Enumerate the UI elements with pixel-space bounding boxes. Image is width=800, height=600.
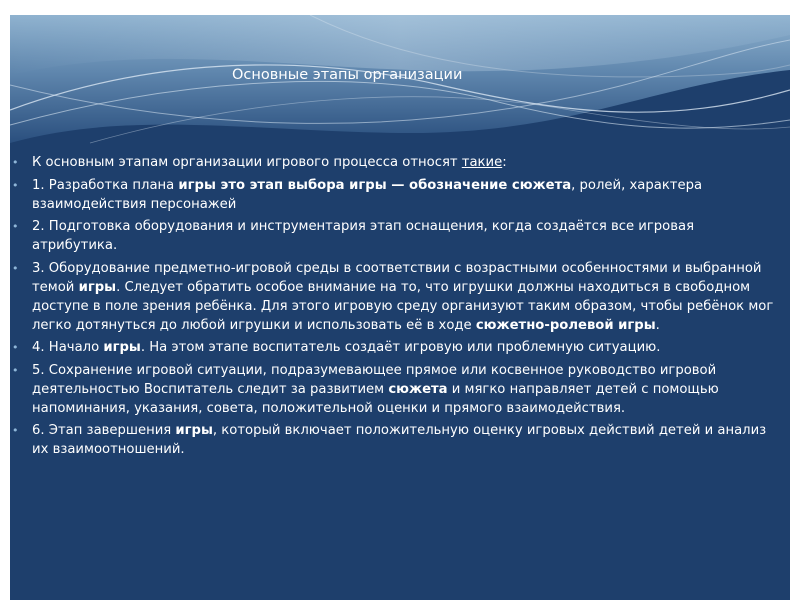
emphasis-text: игры это этап выбора игры — обозначение сюжета [178, 177, 572, 193]
bullet-text [32, 363, 719, 416]
slide-title: Основные этапы организации [232, 67, 463, 83]
bullet-item [10, 361, 790, 418]
text-segment: . Следует обратить особое внимание на то, что игрушки должны находиться в свободном доступе в поле зрения ребёнка. Для этого игровую среду организуют таким образом, чтобы ребёнок мог легко дотянуться до любой игрушки и использовать её в ходе [32, 279, 774, 333]
text-segment: 6. Этап завершения [32, 423, 176, 438]
emphasis-text: игры [175, 423, 213, 438]
text-segment: . На этом этапе воспитатель создаёт игровую или проблемную ситуацию. [140, 340, 661, 355]
text-segment: 4. Начало [32, 340, 104, 355]
bullet-text [32, 219, 694, 253]
emphasis-text: игры [78, 279, 117, 295]
slide [10, 15, 790, 600]
bullet-marker-icon: • [12, 341, 19, 354]
text-segment: К основным этапам организации игрового процесса относят [32, 155, 462, 170]
bullet-item [10, 176, 790, 214]
bullet-text [32, 340, 660, 355]
bullet-item [10, 217, 790, 255]
text-segment: , который включает положительную оценку игровых действий детей и анализ их взаимоотношений. [32, 423, 767, 457]
bullet-marker-icon: • [12, 363, 19, 377]
bullet-text [32, 261, 773, 333]
text-segment: , ролей, характера взаимодействия персонажей [32, 177, 703, 212]
text-segment: 1. Разработка плана [32, 177, 179, 193]
bullet-text [32, 178, 702, 212]
bullet-marker-icon: • [12, 424, 19, 437]
bullet-marker-icon: • [12, 261, 19, 275]
bullet-item [10, 338, 790, 357]
text-segment: 2. Подготовка оборудования и инструментария этап оснащения, когда создаётся все игровая атрибутика. [32, 219, 695, 253]
bullet-item [10, 259, 790, 335]
underlined-text: такие [461, 155, 503, 170]
text-segment: : [502, 155, 507, 170]
bullet-list [10, 153, 790, 463]
emphasis-text: игры [103, 340, 141, 355]
bullet-marker-icon: • [12, 156, 19, 169]
text-segment: 3. Оборудование предметно-игровой среды в соответствии с возрастными особенностями и выбранной темой [32, 260, 762, 295]
text-segment: . [655, 317, 660, 333]
bullet-marker-icon: • [12, 220, 19, 233]
text-segment: и мягко направляет детей с помощью напоминания, указания, совета, положительной оценки и прямого взаимодействия. [32, 381, 719, 416]
bullet-text [32, 423, 766, 457]
bullet-item [10, 153, 790, 172]
bullet-marker-icon: • [12, 178, 19, 192]
bullet-item [10, 421, 790, 459]
emphasis-text: сюжета [388, 381, 448, 397]
emphasis-text: сюжетно-ролевой игры [475, 317, 656, 333]
text-segment: 5. Сохранение игровой ситуации, подразумевающее прямое или косвенное руководство игровой деятельностью Воспитатель следит за развитием [32, 362, 717, 397]
bullet-text [32, 155, 507, 170]
